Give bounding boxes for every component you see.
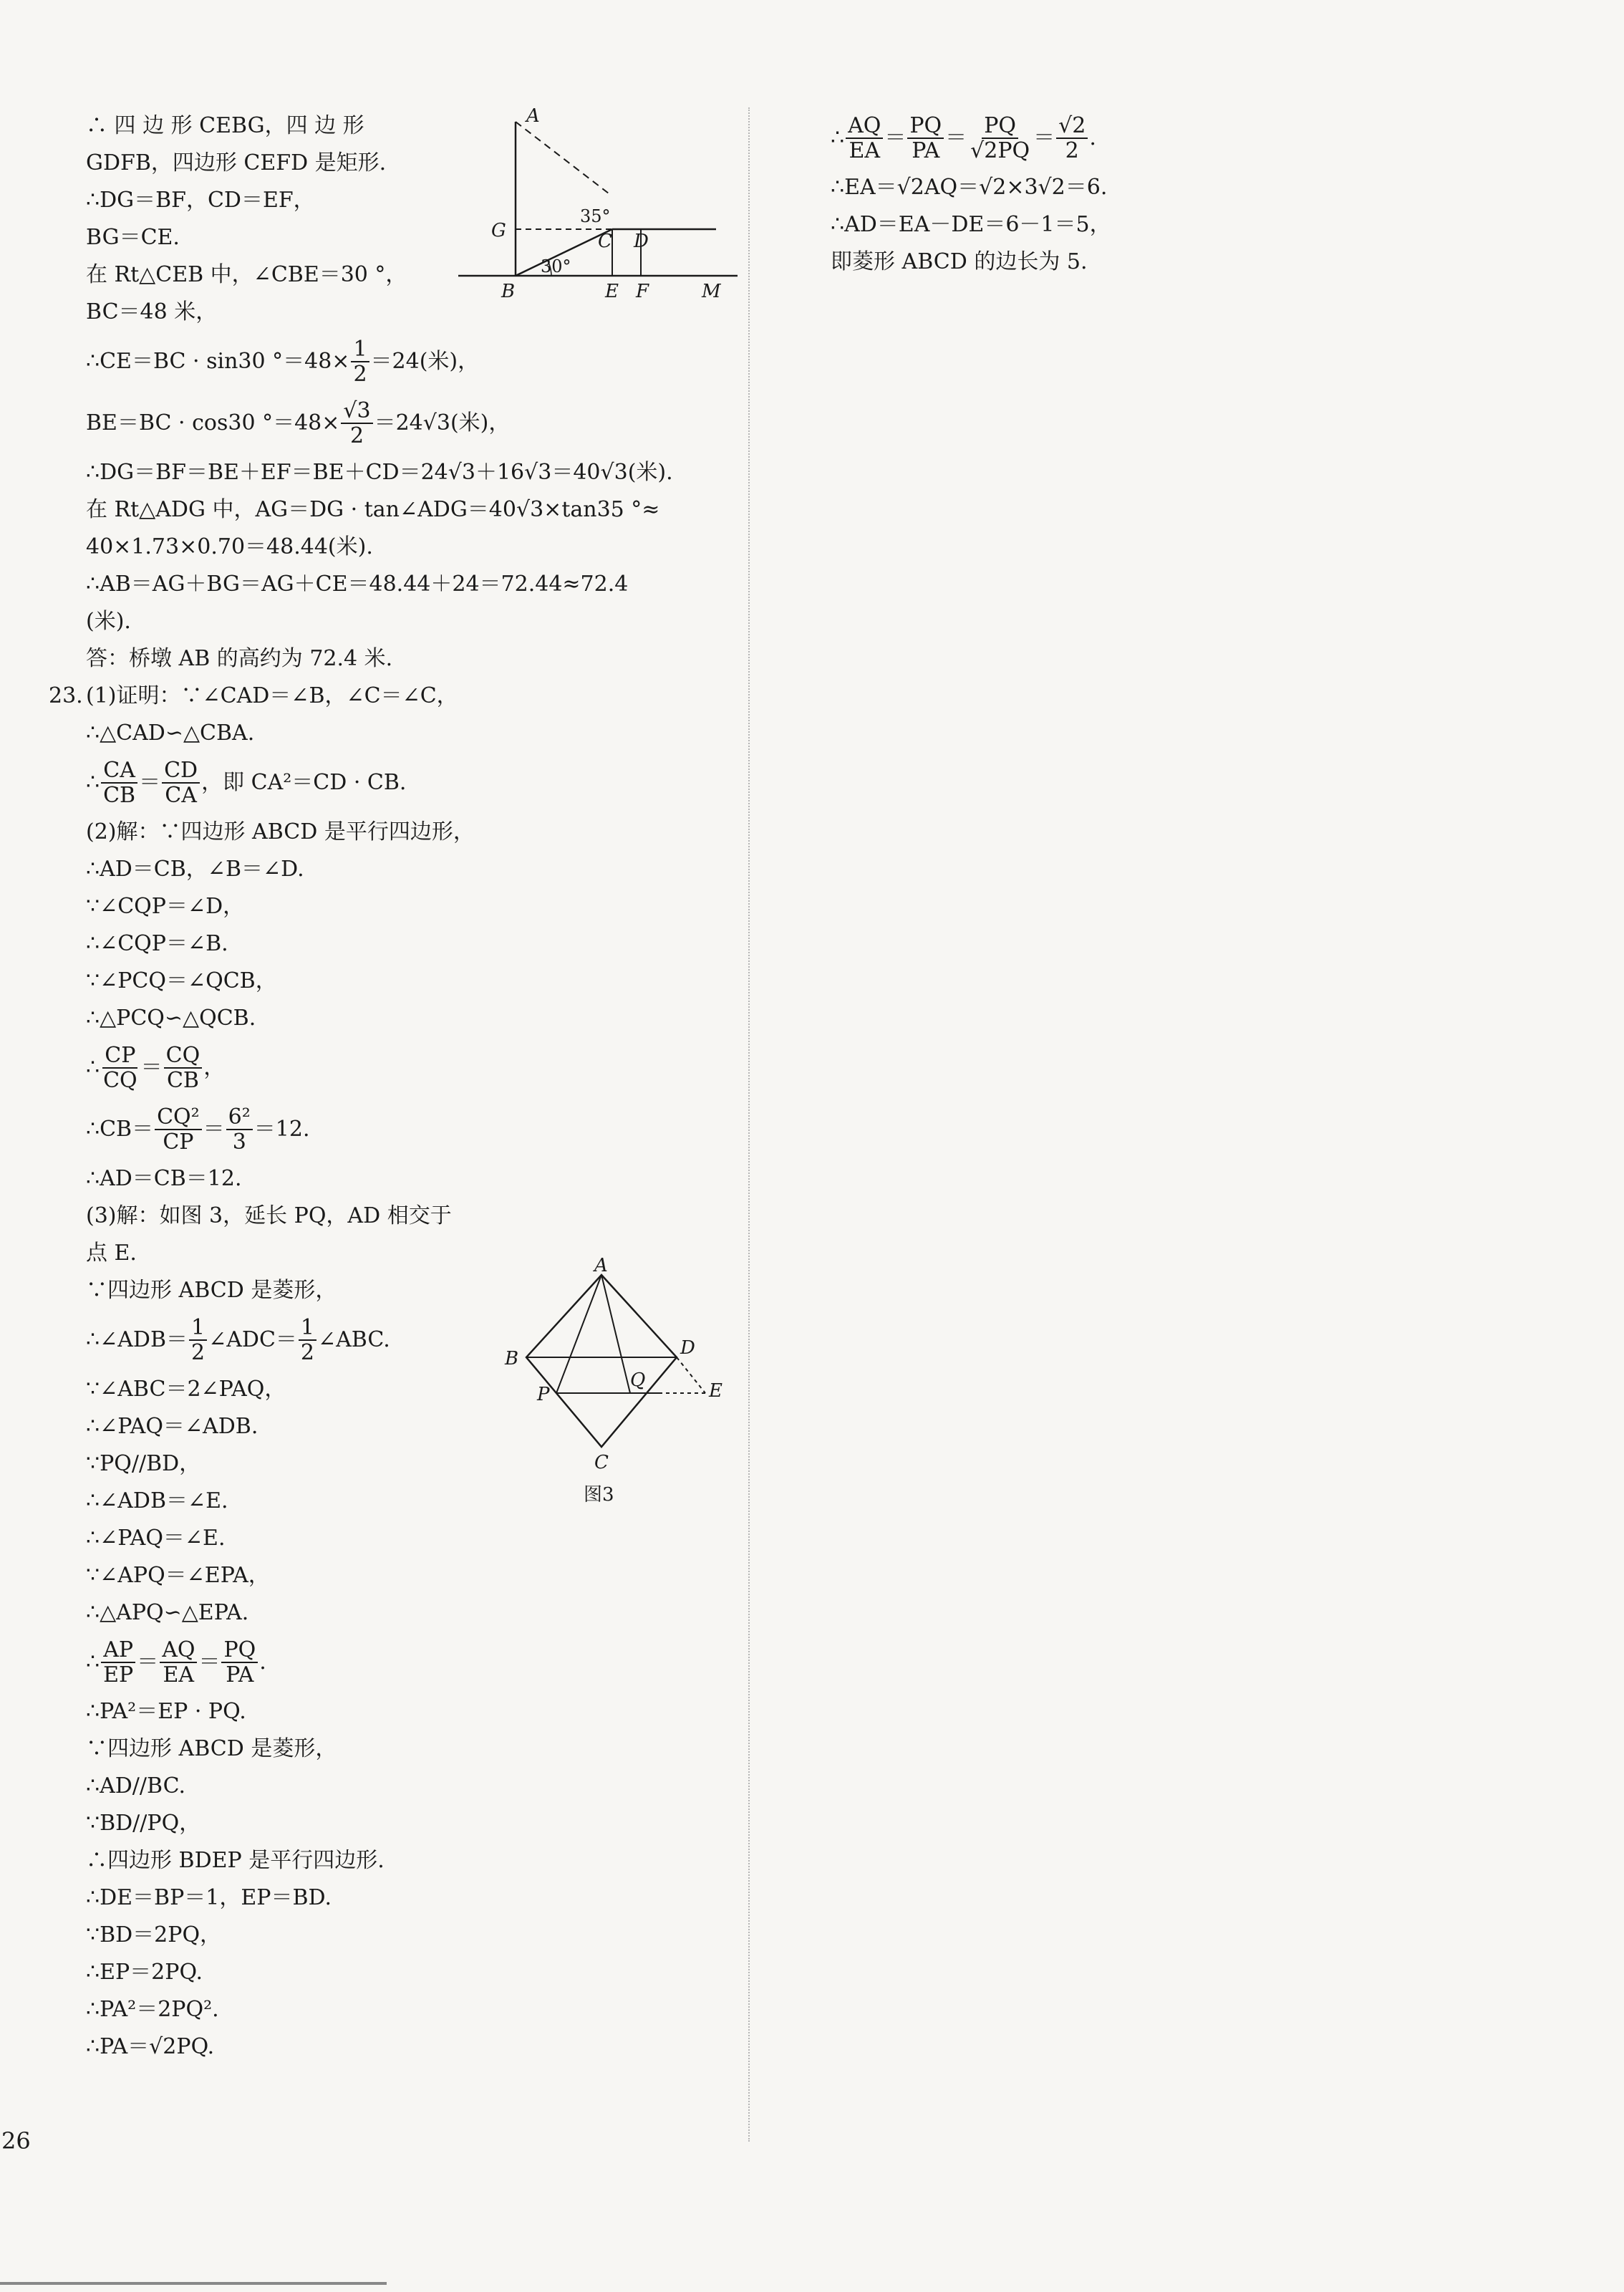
numerator: PQ <box>907 114 944 139</box>
text-line: ∴PA²＝EP · PQ. <box>86 1699 246 1724</box>
fraction <box>160 1638 197 1687</box>
text-line: ∴DE＝BP＝1，EP＝BD. <box>86 1885 332 1910</box>
label-e: E <box>709 1380 722 1402</box>
text-line: ∵∠PCQ＝∠QCB， <box>86 968 277 993</box>
numerator: 1 <box>351 337 369 362</box>
extension-de <box>677 1357 705 1393</box>
text: ＝ <box>884 125 907 150</box>
text: ＝ <box>140 1054 163 1080</box>
text: ，即 CA²＝CD · CB. <box>201 769 407 795</box>
text: ＝ <box>139 769 161 795</box>
text-line: ∵PQ//BD， <box>86 1451 201 1476</box>
denominator: 2 <box>300 1340 314 1365</box>
numerator: AQ <box>160 1638 197 1663</box>
label-a: A <box>526 107 540 127</box>
denominator: CA <box>165 783 197 808</box>
fraction <box>968 114 1032 163</box>
text-line: 在 Rt△CEB 中，∠CBE＝30 °， <box>86 262 407 287</box>
fraction <box>101 1044 140 1092</box>
text-line: ∴∠PAQ＝∠ADB. <box>86 1414 258 1439</box>
text-line: (米). <box>86 609 131 634</box>
denominator: 3 <box>232 1130 246 1155</box>
denominator: √2PQ <box>970 138 1030 163</box>
page-number: 26 <box>1 2127 31 2154</box>
fraction <box>221 1638 258 1687</box>
numerator: CA <box>101 759 137 784</box>
equation-ratio-1 <box>86 752 738 814</box>
label-p: P <box>537 1384 550 1405</box>
text-line: ∴ 四 边 形 CEBG，四 边 形 <box>86 113 364 138</box>
fraction <box>907 114 944 163</box>
denominator: CB <box>103 783 136 808</box>
text: ＝ <box>203 1116 225 1142</box>
angle-35-label: 35° <box>580 206 611 226</box>
denominator: CP <box>163 1130 194 1155</box>
equation-ratio-2 <box>86 1037 738 1099</box>
denominator: PA <box>226 1662 254 1687</box>
text: ∴ <box>831 125 845 150</box>
fraction <box>189 1316 207 1364</box>
text-line: ∴DG＝BF，CD＝EF， <box>86 188 315 213</box>
text: (1)证明：∵∠CAD＝∠B，∠C＝∠C， <box>86 683 458 708</box>
text-line: ∴EP＝2PQ. <box>86 1960 203 1985</box>
text-line: ∵BD＝2PQ， <box>86 1922 222 1947</box>
text-line: ∴∠ADB＝∠E. <box>86 1488 228 1513</box>
text: ∴ <box>86 769 100 795</box>
text-line: ∴AD＝CB＝12. <box>86 1166 242 1191</box>
segment-aq <box>601 1275 630 1393</box>
text-line: 在 Rt△ADG 中，AG＝DG · tan∠ADG＝40√3×tan35 °≈ <box>86 497 660 522</box>
text: . <box>259 1649 266 1675</box>
fraction <box>351 337 369 386</box>
text: ∠ADC＝ <box>208 1326 297 1352</box>
rhombus-abcd <box>526 1275 677 1447</box>
text: ∠ABC. <box>318 1326 390 1352</box>
text-line: ∴PA＝√2PQ. <box>86 2034 215 2059</box>
text: ∴ <box>86 1054 100 1080</box>
label-c: C <box>598 231 612 252</box>
label-d: D <box>634 231 649 252</box>
denominator: PA <box>912 138 940 163</box>
text: ＝ <box>137 1649 159 1675</box>
left-column <box>49 107 738 2066</box>
column-divider <box>748 107 750 2142</box>
fraction <box>162 759 200 807</box>
text-line: ∵BD//PQ， <box>86 1811 201 1836</box>
numerator: PQ <box>221 1638 258 1663</box>
equation-be <box>86 393 738 454</box>
text-line: ∴∠CQP＝∠B. <box>86 931 228 956</box>
text-line: ∴△APQ∽△EPA. <box>86 1600 249 1625</box>
label-a: A <box>594 1257 608 1276</box>
text: ＝24(米)， <box>370 348 480 374</box>
question-number: 23. <box>49 683 83 708</box>
numerator: CQ <box>164 1044 203 1069</box>
text: ， <box>203 1054 226 1080</box>
numerator: CD <box>162 759 200 784</box>
text-line: BC＝48 米， <box>86 299 218 324</box>
numerator: PQ <box>982 114 1018 139</box>
numerator: √3 <box>341 399 372 424</box>
equation-ratio-4 <box>831 107 1189 169</box>
fraction <box>101 759 137 807</box>
text-line: ∴EA＝√2AQ＝√2×3√2＝6. <box>831 175 1108 200</box>
text-line: ∵∠ABC＝2∠PAQ， <box>86 1377 286 1402</box>
text-line: ∴∠PAQ＝∠E. <box>86 1526 226 1551</box>
text-line: ∴△CAD∽△CBA. <box>86 721 255 746</box>
numerator: √2 <box>1056 114 1088 139</box>
text-line: ∵四边形 ABCD 是菱形， <box>86 1278 337 1303</box>
equation-cb <box>86 1099 738 1160</box>
text-line: ∵∠CQP＝∠D， <box>86 894 245 919</box>
answer-line: 答：桥墩 AB 的高约为 72.4 米. <box>86 646 393 671</box>
angle-30-label: 30° <box>541 256 571 276</box>
fraction <box>226 1105 253 1154</box>
numerator: AQ <box>846 114 883 139</box>
denominator: 2 <box>353 362 367 387</box>
numerator: CP <box>102 1044 137 1069</box>
denominator: CQ <box>103 1068 137 1093</box>
text: ＝ <box>945 125 967 150</box>
text-line: ∴AB＝AG＋BG＝AG＋CE＝48.44＋24＝72.44≈72.4 <box>86 572 629 597</box>
label-q: Q <box>630 1369 646 1391</box>
numerator: 6² <box>226 1105 253 1130</box>
text: ∴∠ADB＝ <box>86 1326 188 1352</box>
label-b: B <box>501 281 516 301</box>
segment-ap <box>556 1275 601 1393</box>
bottom-rule <box>0 2282 387 2285</box>
equation-ce <box>86 331 738 393</box>
text-line: ∴△PCQ∽△QCB. <box>86 1006 256 1031</box>
text: ＝ <box>198 1649 221 1675</box>
fraction <box>1056 114 1088 163</box>
denominator: EP <box>103 1662 134 1687</box>
text-line: ∵∠APQ＝∠EPA， <box>86 1563 270 1588</box>
label-f: F <box>636 281 649 301</box>
text-line: ∴DG＝BF＝BE＋EF＝BE＋CD＝24√3＋16√3＝40√3(米). <box>86 460 673 485</box>
text: ＝24√3(米)， <box>374 410 511 435</box>
fraction <box>101 1638 135 1687</box>
fraction <box>299 1316 316 1364</box>
label-g: G <box>491 220 506 241</box>
text-line: ∵四边形 ABCD 是菱形， <box>86 1736 337 1761</box>
right-column <box>831 107 1189 281</box>
numerator: 1 <box>299 1316 316 1341</box>
label-b: B <box>505 1348 519 1369</box>
fraction <box>164 1044 203 1092</box>
text-line: (2)解：∵四边形 ABCD 是平行四边形， <box>86 819 475 844</box>
text-line: 40×1.73×0.70＝48.44(米). <box>86 534 373 559</box>
fraction <box>155 1105 202 1154</box>
denominator: 2 <box>191 1340 206 1365</box>
denominator: 2 <box>349 423 364 448</box>
text-line: (3)解：如图 3，延长 PQ，AD 相交于 <box>86 1203 452 1228</box>
denominator: EA <box>163 1662 195 1687</box>
text-line: ∴PA²＝2PQ². <box>86 1997 219 2022</box>
text: ＝ <box>1033 125 1055 150</box>
text-line: 即菱形 ABCD 的边长为 5. <box>831 249 1088 274</box>
figure-caption: 图3 <box>584 1484 614 1506</box>
label-d: D <box>680 1337 695 1359</box>
label-m: M <box>702 281 721 301</box>
text-line: ∴四边形 BDEP 是平行四边形. <box>86 1848 385 1873</box>
denominator: CB <box>166 1068 199 1093</box>
label-e: E <box>605 281 619 301</box>
numerator: AP <box>101 1638 135 1663</box>
text: ∴CE＝BC · sin30 °＝48× <box>86 348 350 374</box>
denominator: EA <box>849 138 881 163</box>
text: . <box>1089 125 1096 150</box>
fraction <box>846 114 883 163</box>
text: BE＝BC · cos30 °＝48× <box>86 410 340 435</box>
text-line: ∴AD＝CB，∠B＝∠D. <box>86 857 304 882</box>
question-23-part1 <box>49 678 738 715</box>
text-line: ∴AD＝EA－DE＝6－1＝5， <box>831 212 1111 237</box>
label-c: C <box>594 1452 609 1473</box>
rhombus-figure <box>501 1257 730 1515</box>
text-line: BG＝CE. <box>86 225 180 250</box>
numerator: 1 <box>189 1316 207 1341</box>
text-line: 点 E. <box>86 1241 137 1266</box>
fraction <box>341 399 372 448</box>
text: ∴ <box>86 1649 100 1675</box>
bridge-figure <box>458 107 738 301</box>
text: ∴CB＝ <box>86 1116 154 1142</box>
text: ＝12. <box>253 1116 310 1142</box>
numerator: CQ² <box>155 1105 202 1130</box>
equation-ratio-3 <box>86 1632 738 1693</box>
sight-line-ad <box>516 122 609 193</box>
text-line: GDFB，四边形 CEFD 是矩形. <box>86 150 387 175</box>
denominator: 2 <box>1065 138 1079 163</box>
text-line: ∴AD//BC. <box>86 1773 186 1799</box>
